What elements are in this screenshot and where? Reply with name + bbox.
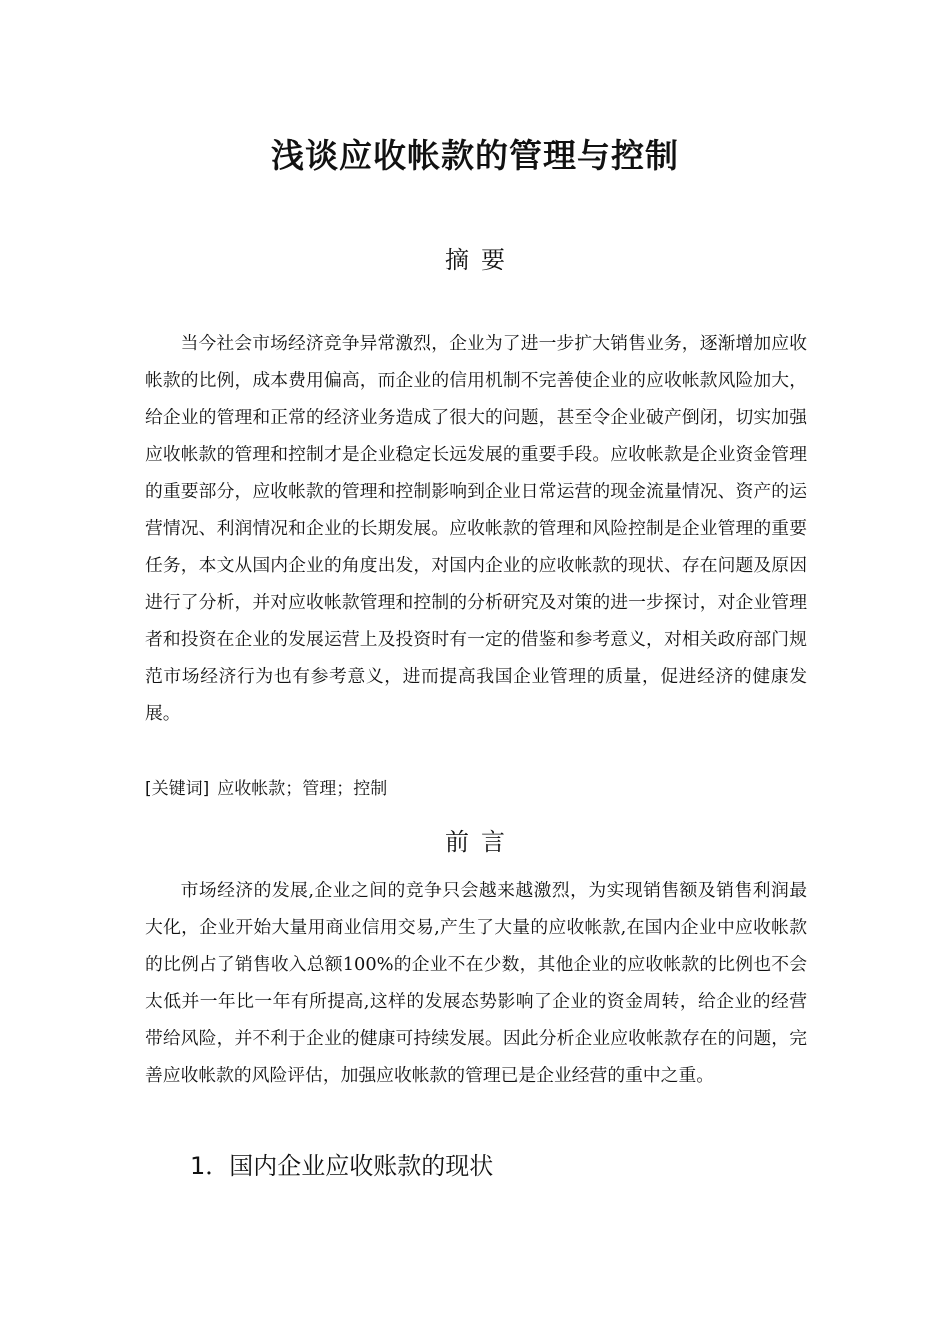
keywords-line [145, 774, 387, 799]
section-heading: 1．国内企业应收账款的现状 [190, 1152, 494, 1180]
keywords-text: 应收帐款；管理；控制 [217, 779, 388, 799]
abstract-paragraph: 当今社会市场经济竞争异常激烈，企业为了进一步扩大销售业务，逐渐增加应收帐款的比例，成本费用偏高，而企业的信用机制不完善使企业的应收帐款风险加大，给企业的管理和正常的经济业务造成了很大的问题，甚至令企业破产倒闭，切实加强应收帐款的管理和控制才是企业稳定长远发展的重要手段。应收帐款是企业资金管理的重要部分，应收帐款的管理和控制影响到企业日常运营的现金流量情况、资产的运营情况、利润情况和企业的长期发展。应收帐款的管理和风险控制是企业管理的重要任务，本文从国内企业的角度出发，对国内企业的应收帐款的现状、存在问题及原因进行了分析，并对应收帐款管理和控制的分析研究及对策的进一步探讨，对企业管理者和投资在企业的发展运营上及投资时有一定的借鉴和参考意义，对相关政府部门规范市场经济行为也有参考意义，进而提高我国企业管理的质量，促进经济的健康发展。 [145, 333, 807, 724]
keywords-label: [关键词] [145, 779, 210, 799]
document-title: 浅谈应收帐款的管理与控制 [271, 136, 679, 175]
preface-paragraph: 市场经济的发展,企业之间的竞争只会越来越激烈，为实现销售额及销售利润最大化，企业开始大量用商业信用交易,产生了大量的应收帐款,在国内企业中应收帐款的比例占了销售收入总额100%的企业不在少数，其他企业的应收帐款的比例也不会太低并一年比一年有所提高,这样的发展态势影响了企业的资金周转，给企业的经营带给风险，并不利于企业的健康可持续发展。因此分析企业应收帐款存在的问题，完善应收帐款的风险评估，加强应收帐款的管理已是企业经营的重中之重。 [145, 880, 807, 1086]
abstract-heading: 摘要 [445, 246, 517, 274]
preface-heading: 前言 [445, 828, 517, 856]
